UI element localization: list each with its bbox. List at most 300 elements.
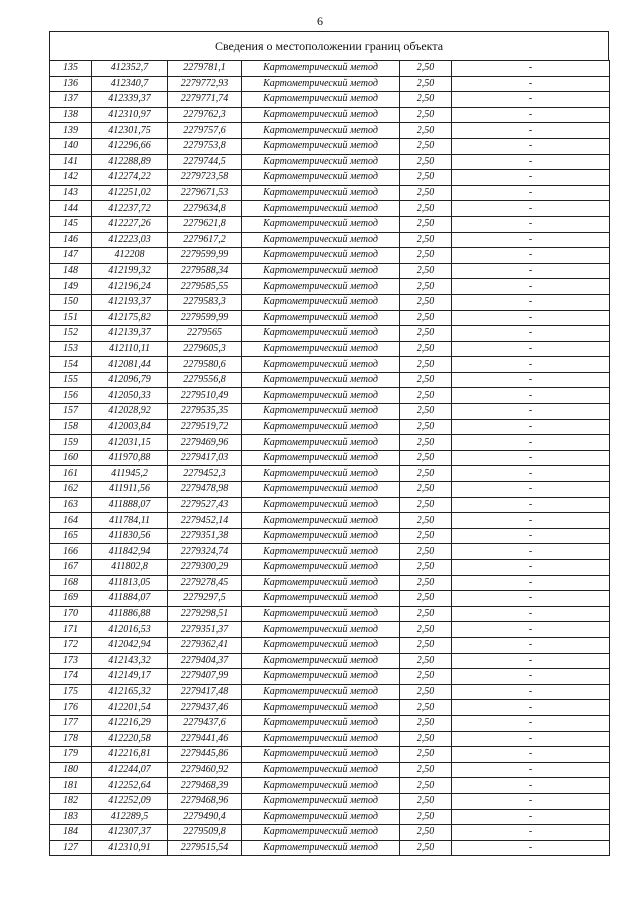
accuracy-cell: 2,50	[400, 700, 452, 716]
note-cell: -	[452, 388, 610, 404]
accuracy-cell: 2,50	[400, 185, 452, 201]
table-row	[50, 653, 610, 669]
y-coordinate-cell: 2279445,86	[168, 747, 242, 763]
table-row	[50, 201, 610, 217]
point-number-cell: 184	[50, 825, 92, 841]
note-cell: -	[452, 61, 610, 77]
y-coordinate-cell: 2279744,5	[168, 154, 242, 170]
y-coordinate-cell: 2279757,6	[168, 123, 242, 139]
table-row	[50, 435, 610, 451]
x-coordinate-cell: 412031,15	[92, 435, 168, 451]
note-cell: -	[452, 263, 610, 279]
note-cell: -	[452, 669, 610, 685]
y-coordinate-cell: 2279762,3	[168, 107, 242, 123]
point-number-cell: 171	[50, 622, 92, 638]
point-number-cell: 179	[50, 747, 92, 763]
x-coordinate-cell: 411842,94	[92, 544, 168, 560]
note-cell: -	[452, 310, 610, 326]
accuracy-cell: 2,50	[400, 154, 452, 170]
accuracy-cell: 2,50	[400, 326, 452, 342]
table-row	[50, 747, 610, 763]
boundary-table-sheet	[49, 31, 609, 856]
note-cell: -	[452, 793, 610, 809]
note-cell: -	[452, 419, 610, 435]
method-cell: Картометрический метод	[242, 404, 400, 420]
y-coordinate-cell: 2279565	[168, 326, 242, 342]
x-coordinate-cell: 411886,88	[92, 606, 168, 622]
x-coordinate-cell: 412149,17	[92, 669, 168, 685]
point-number-cell: 173	[50, 653, 92, 669]
table-row	[50, 138, 610, 154]
x-coordinate-cell: 412175,82	[92, 310, 168, 326]
y-coordinate-cell: 2279671,53	[168, 185, 242, 201]
point-number-cell: 144	[50, 201, 92, 217]
method-cell: Картометрический метод	[242, 482, 400, 498]
accuracy-cell: 2,50	[400, 482, 452, 498]
x-coordinate-cell: 412050,33	[92, 388, 168, 404]
y-coordinate-cell: 2279599,99	[168, 310, 242, 326]
method-cell: Картометрический метод	[242, 684, 400, 700]
y-coordinate-cell: 2279723,58	[168, 170, 242, 186]
y-coordinate-cell: 2279535,35	[168, 404, 242, 420]
y-coordinate-cell: 2279621,8	[168, 216, 242, 232]
point-number-cell: 148	[50, 263, 92, 279]
y-coordinate-cell: 2279297,5	[168, 591, 242, 607]
accuracy-cell: 2,50	[400, 513, 452, 529]
method-cell: Картометрический метод	[242, 840, 400, 856]
point-number-cell: 127	[50, 840, 92, 856]
note-cell: -	[452, 575, 610, 591]
y-coordinate-cell: 2279753,8	[168, 138, 242, 154]
accuracy-cell: 2,50	[400, 201, 452, 217]
point-number-cell: 136	[50, 76, 92, 92]
table-row	[50, 388, 610, 404]
x-coordinate-cell: 412220,58	[92, 731, 168, 747]
y-coordinate-cell: 2279407,99	[168, 669, 242, 685]
table-row	[50, 731, 610, 747]
accuracy-cell: 2,50	[400, 606, 452, 622]
note-cell: -	[452, 216, 610, 232]
point-number-cell: 180	[50, 762, 92, 778]
table-body	[50, 61, 610, 856]
table-row	[50, 591, 610, 607]
note-cell: -	[452, 591, 610, 607]
point-number-cell: 168	[50, 575, 92, 591]
point-number-cell: 159	[50, 435, 92, 451]
x-coordinate-cell: 412340,7	[92, 76, 168, 92]
note-cell: -	[452, 201, 610, 217]
x-coordinate-cell: 412339,37	[92, 92, 168, 108]
accuracy-cell: 2,50	[400, 450, 452, 466]
method-cell: Картометрический метод	[242, 170, 400, 186]
table-row	[50, 715, 610, 731]
table-row	[50, 279, 610, 295]
accuracy-cell: 2,50	[400, 372, 452, 388]
point-number-cell: 143	[50, 185, 92, 201]
accuracy-cell: 2,50	[400, 497, 452, 513]
x-coordinate-cell: 412310,91	[92, 840, 168, 856]
method-cell: Картометрический метод	[242, 591, 400, 607]
accuracy-cell: 2,50	[400, 715, 452, 731]
note-cell: -	[452, 138, 610, 154]
note-cell: -	[452, 560, 610, 576]
method-cell: Картометрический метод	[242, 357, 400, 373]
method-cell: Картометрический метод	[242, 637, 400, 653]
x-coordinate-cell: 412301,75	[92, 123, 168, 139]
note-cell: -	[452, 840, 610, 856]
method-cell: Картометрический метод	[242, 263, 400, 279]
table-row	[50, 497, 610, 513]
accuracy-cell: 2,50	[400, 357, 452, 373]
x-coordinate-cell: 412003,84	[92, 419, 168, 435]
y-coordinate-cell: 2279588,34	[168, 263, 242, 279]
x-coordinate-cell: 412216,81	[92, 747, 168, 763]
x-coordinate-cell: 412274,22	[92, 170, 168, 186]
y-coordinate-cell: 2279580,6	[168, 357, 242, 373]
note-cell: -	[452, 653, 610, 669]
table-row	[50, 778, 610, 794]
x-coordinate-cell: 412042,94	[92, 637, 168, 653]
point-number-cell: 170	[50, 606, 92, 622]
point-number-cell: 183	[50, 809, 92, 825]
y-coordinate-cell: 2279617,2	[168, 232, 242, 248]
accuracy-cell: 2,50	[400, 341, 452, 357]
method-cell: Картометрический метод	[242, 279, 400, 295]
table-row	[50, 466, 610, 482]
note-cell: -	[452, 762, 610, 778]
table-row	[50, 809, 610, 825]
table-row	[50, 107, 610, 123]
accuracy-cell: 2,50	[400, 622, 452, 638]
accuracy-cell: 2,50	[400, 61, 452, 77]
point-number-cell: 146	[50, 232, 92, 248]
accuracy-cell: 2,50	[400, 560, 452, 576]
x-coordinate-cell: 412252,64	[92, 778, 168, 794]
note-cell: -	[452, 435, 610, 451]
accuracy-cell: 2,50	[400, 591, 452, 607]
point-number-cell: 147	[50, 248, 92, 264]
table-row	[50, 450, 610, 466]
note-cell: -	[452, 637, 610, 653]
point-number-cell: 172	[50, 637, 92, 653]
y-coordinate-cell: 2279437,46	[168, 700, 242, 716]
method-cell: Картометрический метод	[242, 653, 400, 669]
accuracy-cell: 2,50	[400, 778, 452, 794]
point-number-cell: 152	[50, 326, 92, 342]
note-cell: -	[452, 497, 610, 513]
y-coordinate-cell: 2279599,99	[168, 248, 242, 264]
table-row	[50, 326, 610, 342]
note-cell: -	[452, 76, 610, 92]
method-cell: Картометрический метод	[242, 92, 400, 108]
note-cell: -	[452, 341, 610, 357]
point-number-cell: 165	[50, 528, 92, 544]
accuracy-cell: 2,50	[400, 669, 452, 685]
note-cell: -	[452, 700, 610, 716]
x-coordinate-cell: 412096,79	[92, 372, 168, 388]
method-cell: Картометрический метод	[242, 107, 400, 123]
table-row	[50, 622, 610, 638]
x-coordinate-cell: 412139,37	[92, 326, 168, 342]
table-row	[50, 185, 610, 201]
point-number-cell: 176	[50, 700, 92, 716]
point-number-cell: 177	[50, 715, 92, 731]
accuracy-cell: 2,50	[400, 684, 452, 700]
x-coordinate-cell: 412016,53	[92, 622, 168, 638]
method-cell: Картометрический метод	[242, 747, 400, 763]
method-cell: Картометрический метод	[242, 528, 400, 544]
x-coordinate-cell: 412289,5	[92, 809, 168, 825]
x-coordinate-cell: 411813,05	[92, 575, 168, 591]
table-row	[50, 560, 610, 576]
note-cell: -	[452, 154, 610, 170]
method-cell: Картометрический метод	[242, 762, 400, 778]
x-coordinate-cell: 412288,89	[92, 154, 168, 170]
y-coordinate-cell: 2279515,54	[168, 840, 242, 856]
x-coordinate-cell: 412028,92	[92, 404, 168, 420]
table-title: Сведения о местоположении границ объекта	[49, 31, 609, 60]
method-cell: Картометрический метод	[242, 575, 400, 591]
x-coordinate-cell: 412310,97	[92, 107, 168, 123]
method-cell: Картометрический метод	[242, 76, 400, 92]
method-cell: Картометрический метод	[242, 232, 400, 248]
x-coordinate-cell: 411802,8	[92, 560, 168, 576]
accuracy-cell: 2,50	[400, 388, 452, 404]
boundary-points-table	[49, 60, 610, 856]
point-number-cell: 167	[50, 560, 92, 576]
point-number-cell: 154	[50, 357, 92, 373]
table-row	[50, 248, 610, 264]
method-cell: Картометрический метод	[242, 560, 400, 576]
note-cell: -	[452, 107, 610, 123]
point-number-cell: 163	[50, 497, 92, 513]
note-cell: -	[452, 482, 610, 498]
note-cell: -	[452, 92, 610, 108]
table-row	[50, 263, 610, 279]
point-number-cell: 139	[50, 123, 92, 139]
method-cell: Картометрический метод	[242, 715, 400, 731]
method-cell: Картометрический метод	[242, 450, 400, 466]
y-coordinate-cell: 2279509,8	[168, 825, 242, 841]
table-row	[50, 404, 610, 420]
accuracy-cell: 2,50	[400, 138, 452, 154]
note-cell: -	[452, 513, 610, 529]
accuracy-cell: 2,50	[400, 762, 452, 778]
y-coordinate-cell: 2279441,46	[168, 731, 242, 747]
accuracy-cell: 2,50	[400, 809, 452, 825]
method-cell: Картометрический метод	[242, 61, 400, 77]
x-coordinate-cell: 411888,07	[92, 497, 168, 513]
table-row	[50, 61, 610, 77]
method-cell: Картометрический метод	[242, 809, 400, 825]
accuracy-cell: 2,50	[400, 92, 452, 108]
point-number-cell: 166	[50, 544, 92, 560]
method-cell: Картометрический метод	[242, 622, 400, 638]
method-cell: Картометрический метод	[242, 123, 400, 139]
x-coordinate-cell: 412296,66	[92, 138, 168, 154]
accuracy-cell: 2,50	[400, 825, 452, 841]
point-number-cell: 160	[50, 450, 92, 466]
method-cell: Картометрический метод	[242, 606, 400, 622]
table-row	[50, 357, 610, 373]
method-cell: Картометрический метод	[242, 435, 400, 451]
table-row	[50, 76, 610, 92]
point-number-cell: 157	[50, 404, 92, 420]
table-row	[50, 544, 610, 560]
table-row	[50, 575, 610, 591]
accuracy-cell: 2,50	[400, 419, 452, 435]
x-coordinate-cell: 411911,56	[92, 482, 168, 498]
table-row	[50, 700, 610, 716]
x-coordinate-cell: 412143,32	[92, 653, 168, 669]
accuracy-cell: 2,50	[400, 170, 452, 186]
note-cell: -	[452, 715, 610, 731]
x-coordinate-cell: 411784,11	[92, 513, 168, 529]
x-coordinate-cell: 412193,37	[92, 294, 168, 310]
table-row	[50, 372, 610, 388]
x-coordinate-cell: 411970,88	[92, 450, 168, 466]
point-number-cell: 137	[50, 92, 92, 108]
accuracy-cell: 2,50	[400, 248, 452, 264]
x-coordinate-cell: 412352,7	[92, 61, 168, 77]
note-cell: -	[452, 232, 610, 248]
accuracy-cell: 2,50	[400, 528, 452, 544]
table-row	[50, 825, 610, 841]
point-number-cell: 149	[50, 279, 92, 295]
accuracy-cell: 2,50	[400, 279, 452, 295]
point-number-cell: 135	[50, 61, 92, 77]
method-cell: Картометрический метод	[242, 372, 400, 388]
accuracy-cell: 2,50	[400, 310, 452, 326]
table-row	[50, 123, 610, 139]
y-coordinate-cell: 2279519,72	[168, 419, 242, 435]
method-cell: Картометрический метод	[242, 201, 400, 217]
table-row	[50, 419, 610, 435]
note-cell: -	[452, 123, 610, 139]
note-cell: -	[452, 404, 610, 420]
y-coordinate-cell: 2279362,41	[168, 637, 242, 653]
y-coordinate-cell: 2279781,1	[168, 61, 242, 77]
method-cell: Картометрический метод	[242, 154, 400, 170]
accuracy-cell: 2,50	[400, 216, 452, 232]
y-coordinate-cell: 2279583,3	[168, 294, 242, 310]
y-coordinate-cell: 2279452,14	[168, 513, 242, 529]
accuracy-cell: 2,50	[400, 107, 452, 123]
y-coordinate-cell: 2279468,39	[168, 778, 242, 794]
method-cell: Картометрический метод	[242, 731, 400, 747]
point-number-cell: 169	[50, 591, 92, 607]
y-coordinate-cell: 2279324,74	[168, 544, 242, 560]
accuracy-cell: 2,50	[400, 653, 452, 669]
note-cell: -	[452, 170, 610, 186]
table-row	[50, 170, 610, 186]
y-coordinate-cell: 2279469,96	[168, 435, 242, 451]
y-coordinate-cell: 2279417,03	[168, 450, 242, 466]
accuracy-cell: 2,50	[400, 294, 452, 310]
x-coordinate-cell: 412081,44	[92, 357, 168, 373]
y-coordinate-cell: 2279605,3	[168, 341, 242, 357]
table-row	[50, 669, 610, 685]
method-cell: Картометрический метод	[242, 341, 400, 357]
method-cell: Картометрический метод	[242, 138, 400, 154]
method-cell: Картометрический метод	[242, 185, 400, 201]
method-cell: Картометрический метод	[242, 216, 400, 232]
y-coordinate-cell: 2279478,98	[168, 482, 242, 498]
method-cell: Картометрический метод	[242, 294, 400, 310]
method-cell: Картометрический метод	[242, 310, 400, 326]
table-row	[50, 92, 610, 108]
point-number-cell: 181	[50, 778, 92, 794]
x-coordinate-cell: 412208	[92, 248, 168, 264]
table-row	[50, 637, 610, 653]
point-number-cell: 145	[50, 216, 92, 232]
note-cell: -	[452, 778, 610, 794]
accuracy-cell: 2,50	[400, 466, 452, 482]
table-row	[50, 684, 610, 700]
note-cell: -	[452, 544, 610, 560]
y-coordinate-cell: 2279452,3	[168, 466, 242, 482]
y-coordinate-cell: 2279556,8	[168, 372, 242, 388]
table-row	[50, 793, 610, 809]
point-number-cell: 164	[50, 513, 92, 529]
method-cell: Картометрический метод	[242, 326, 400, 342]
note-cell: -	[452, 450, 610, 466]
accuracy-cell: 2,50	[400, 76, 452, 92]
table-row	[50, 840, 610, 856]
note-cell: -	[452, 606, 610, 622]
x-coordinate-cell: 412237,72	[92, 201, 168, 217]
x-coordinate-cell: 412199,32	[92, 263, 168, 279]
x-coordinate-cell: 411884,07	[92, 591, 168, 607]
accuracy-cell: 2,50	[400, 123, 452, 139]
point-number-cell: 150	[50, 294, 92, 310]
table-row	[50, 606, 610, 622]
note-cell: -	[452, 372, 610, 388]
point-number-cell: 174	[50, 669, 92, 685]
point-number-cell: 178	[50, 731, 92, 747]
point-number-cell: 140	[50, 138, 92, 154]
x-coordinate-cell: 412110,11	[92, 341, 168, 357]
method-cell: Картометрический метод	[242, 544, 400, 560]
note-cell: -	[452, 326, 610, 342]
note-cell: -	[452, 294, 610, 310]
method-cell: Картометрический метод	[242, 497, 400, 513]
point-number-cell: 158	[50, 419, 92, 435]
note-cell: -	[452, 528, 610, 544]
point-number-cell: 151	[50, 310, 92, 326]
note-cell: -	[452, 279, 610, 295]
point-number-cell: 175	[50, 684, 92, 700]
x-coordinate-cell: 412223,03	[92, 232, 168, 248]
accuracy-cell: 2,50	[400, 263, 452, 279]
table-row	[50, 232, 610, 248]
y-coordinate-cell: 2279468,96	[168, 793, 242, 809]
y-coordinate-cell: 2279634,8	[168, 201, 242, 217]
method-cell: Картометрический метод	[242, 793, 400, 809]
method-cell: Картометрический метод	[242, 778, 400, 794]
note-cell: -	[452, 731, 610, 747]
x-coordinate-cell: 412216,29	[92, 715, 168, 731]
y-coordinate-cell: 2279771,74	[168, 92, 242, 108]
table-row	[50, 482, 610, 498]
method-cell: Картометрический метод	[242, 700, 400, 716]
y-coordinate-cell: 2279417,48	[168, 684, 242, 700]
y-coordinate-cell: 2279351,38	[168, 528, 242, 544]
accuracy-cell: 2,50	[400, 747, 452, 763]
point-number-cell: 162	[50, 482, 92, 498]
method-cell: Картометрический метод	[242, 825, 400, 841]
table-row	[50, 528, 610, 544]
